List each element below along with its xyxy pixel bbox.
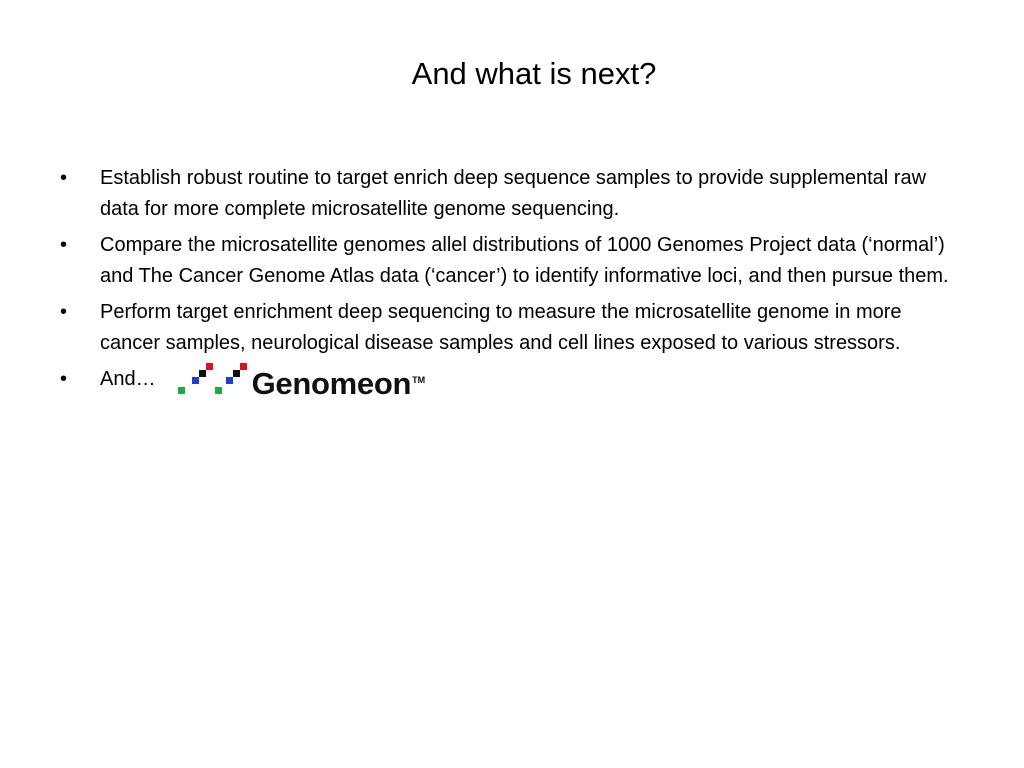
- bullet-text: Establish robust routine to target enrich deep sequence samples to provide supplemental raw data for more complete microsatellite genome sequencing.: [100, 167, 927, 220]
- bullet-glyph: •: [60, 301, 68, 323]
- bullet-glyph: •: [60, 167, 68, 189]
- bullet-list: [60, 163, 950, 406]
- bullet-text: Perform target enrichment deep sequencing to measure the microsatellite genome in more cancer samples, neurological disease samples and cell lines exposed to various stressors.: [100, 301, 902, 354]
- slide-title: And what is next?: [411, 56, 657, 91]
- bullet-glyph: •: [60, 234, 68, 256]
- trademark-symbol: TM: [412, 375, 426, 385]
- bullet-item-3: [60, 297, 950, 359]
- bullet-item-1: [60, 163, 950, 225]
- bullet-item-2: [60, 230, 950, 292]
- genomeon-logo-text: Genomeon: [251, 366, 412, 401]
- bullet-text: Compare the microsatellite genomes allel distributions of 1000 Genomes Project data (‘normal’) and The Cancer Genome Atlas data (‘cancer’) to identify informative loci, and then pursue them.: [100, 234, 949, 287]
- bullet-item-4: [60, 364, 950, 401]
- last-row: [100, 364, 950, 401]
- genomeon-logo-mark-icon: [178, 363, 250, 401]
- bullet-glyph: •: [60, 368, 68, 390]
- genomeon-logo: [178, 359, 426, 401]
- bullet-text: And…: [100, 368, 156, 390]
